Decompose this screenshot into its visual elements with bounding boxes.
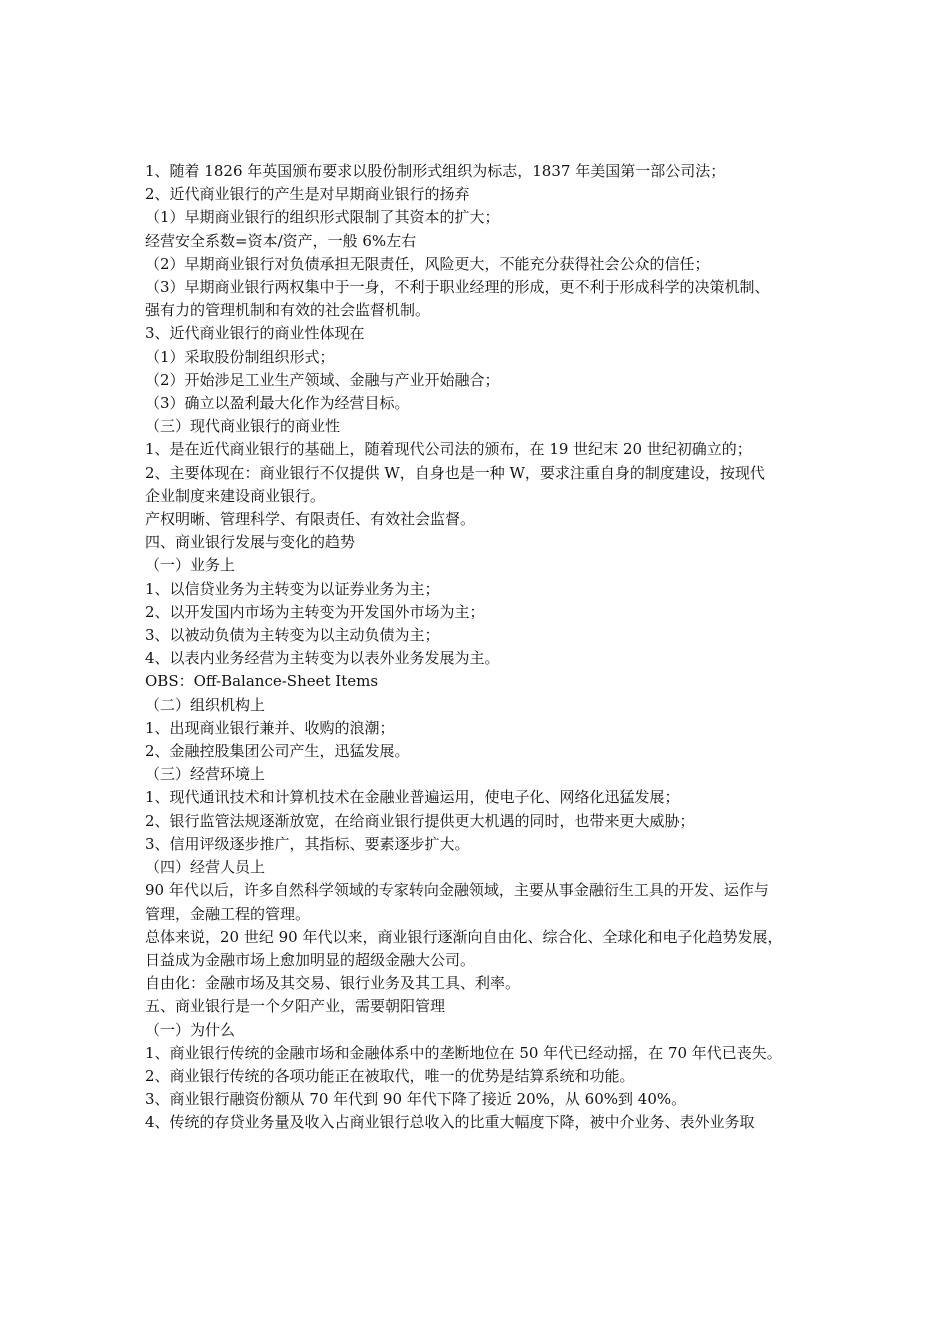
text-line: 3、商业银行融资份额从 70 年代到 90 年代下降了接近 20%，从 60%到 40%。 xyxy=(145,1090,687,1109)
section-heading: 四、商业银行发展与变化的趋势 xyxy=(145,533,356,552)
section-heading: （一）业务上 xyxy=(145,556,236,575)
text-line: 强有力的管理机制和有效的社会监督机制。 xyxy=(145,301,431,320)
text-line: 1、是在近代商业银行的基础上，随着现代公司法的颁布，在 19 世纪末 20 世纪初确立的； xyxy=(145,440,752,459)
text-line: （2）早期商业银行对负债承担无限责任，风险更大，不能充分获得社会公众的信任； xyxy=(145,254,710,273)
text-line: 2、商业银行传统的各项功能正在被取代，唯一的优势是结算系统和功能。 xyxy=(145,1066,635,1085)
text-line: 4、传统的存贷业务量及收入占商业银行总收入的比重大幅度下降，被中介业务、表外业务取 xyxy=(145,1113,755,1132)
text-line: （1）采取股份制组织形式； xyxy=(145,347,335,366)
text-line: 2、金融控股集团公司产生，迅猛发展。 xyxy=(145,742,410,761)
text-line: 经营安全系数=资本/资产，一般 6%左右 xyxy=(145,231,417,250)
text-line: （3）确立以盈利最大化作为经营目标。 xyxy=(145,394,410,413)
section-heading: （二）组织机构上 xyxy=(145,695,266,714)
text-line: 2、银行监管法规逐渐放宽，在给商业银行提供更大机遇的同时，也带来更大威胁； xyxy=(145,811,695,830)
text-line: （2）开始涉足工业生产领域、金融与产业开始融合； xyxy=(145,370,500,389)
text-line: 1、商业银行传统的金融市场和金融体系中的垄断地位在 50 年代已经动摇，在 70 年代已丧失。 xyxy=(145,1043,782,1062)
text-line: （3）早期商业银行两权集中于一身，不利于职业经理的形成，更不利于形成科学的决策机制、 xyxy=(145,278,770,297)
text-line: 1、现代通讯技术和计算机技术在金融业普遍运用，使电子化、网络化迅猛发展； xyxy=(145,788,680,807)
document-body xyxy=(145,160,835,1135)
text-line: 4、以表内业务经营为主转变为以表外业务发展为主。 xyxy=(145,649,500,668)
text-line: 2、近代商业银行的产生是对早期商业银行的扬弃 xyxy=(145,185,470,204)
text-line: 自由化：金融市场及其交易、银行业务及其工具、利率。 xyxy=(145,974,521,993)
text-line: 1、出现商业银行兼并、收购的浪潮； xyxy=(145,718,395,737)
text-line: 90 年代以后，许多自然科学领域的专家转向金融领域，主要从事金融衍生工具的开发、运作与 xyxy=(145,881,769,900)
section-heading: （四）经营人员上 xyxy=(145,858,266,877)
text-line: 管理，金融工程的管理。 xyxy=(145,904,311,923)
text-line: 2、以开发国内市场为主转变为开发国外市场为主； xyxy=(145,602,485,621)
section-heading: 五、商业银行是一个夕阳产业，需要朝阳管理 xyxy=(145,997,446,1016)
section-heading: （一）为什么 xyxy=(145,1020,236,1039)
section-heading: （三）经营环境上 xyxy=(145,765,266,784)
text-line: 1、以信贷业务为主转变为以证券业务为主； xyxy=(145,579,440,598)
text-line: 3、以被动负债为主转变为以主动负债为主； xyxy=(145,626,440,645)
text-line: 产权明晰、管理科学、有限责任、有效社会监督。 xyxy=(145,510,476,529)
text-line: OBS：Off-Balance-Sheet Items xyxy=(145,672,379,691)
text-line: 企业制度来建设商业银行。 xyxy=(145,486,326,505)
text-line: 日益成为金融市场上愈加明显的超级金融大公司。 xyxy=(145,950,476,969)
text-line: 总体来说，20 世纪 90 年代以来，商业银行逐渐向自由化、综合化、全球化和电子化趋势发展， xyxy=(145,927,783,946)
text-line: （1）早期商业银行的组织形式限制了其资本的扩大； xyxy=(145,208,500,227)
section-heading: 3、近代商业银行的商业性体现在 xyxy=(145,324,365,343)
text-line: 3、信用评级逐步推广，其指标、要素逐步扩大。 xyxy=(145,834,470,853)
text-line: 2、主要体现在：商业银行不仅提供 W，自身也是一种 W，要求注重自身的制度建设，按现代 xyxy=(145,463,765,482)
text-line: 1、随着 1826 年英国颁布要求以股份制形式组织为标志，1837 年美国第一部公司法； xyxy=(145,162,726,180)
section-heading: （三）现代商业银行的商业性 xyxy=(145,417,341,436)
